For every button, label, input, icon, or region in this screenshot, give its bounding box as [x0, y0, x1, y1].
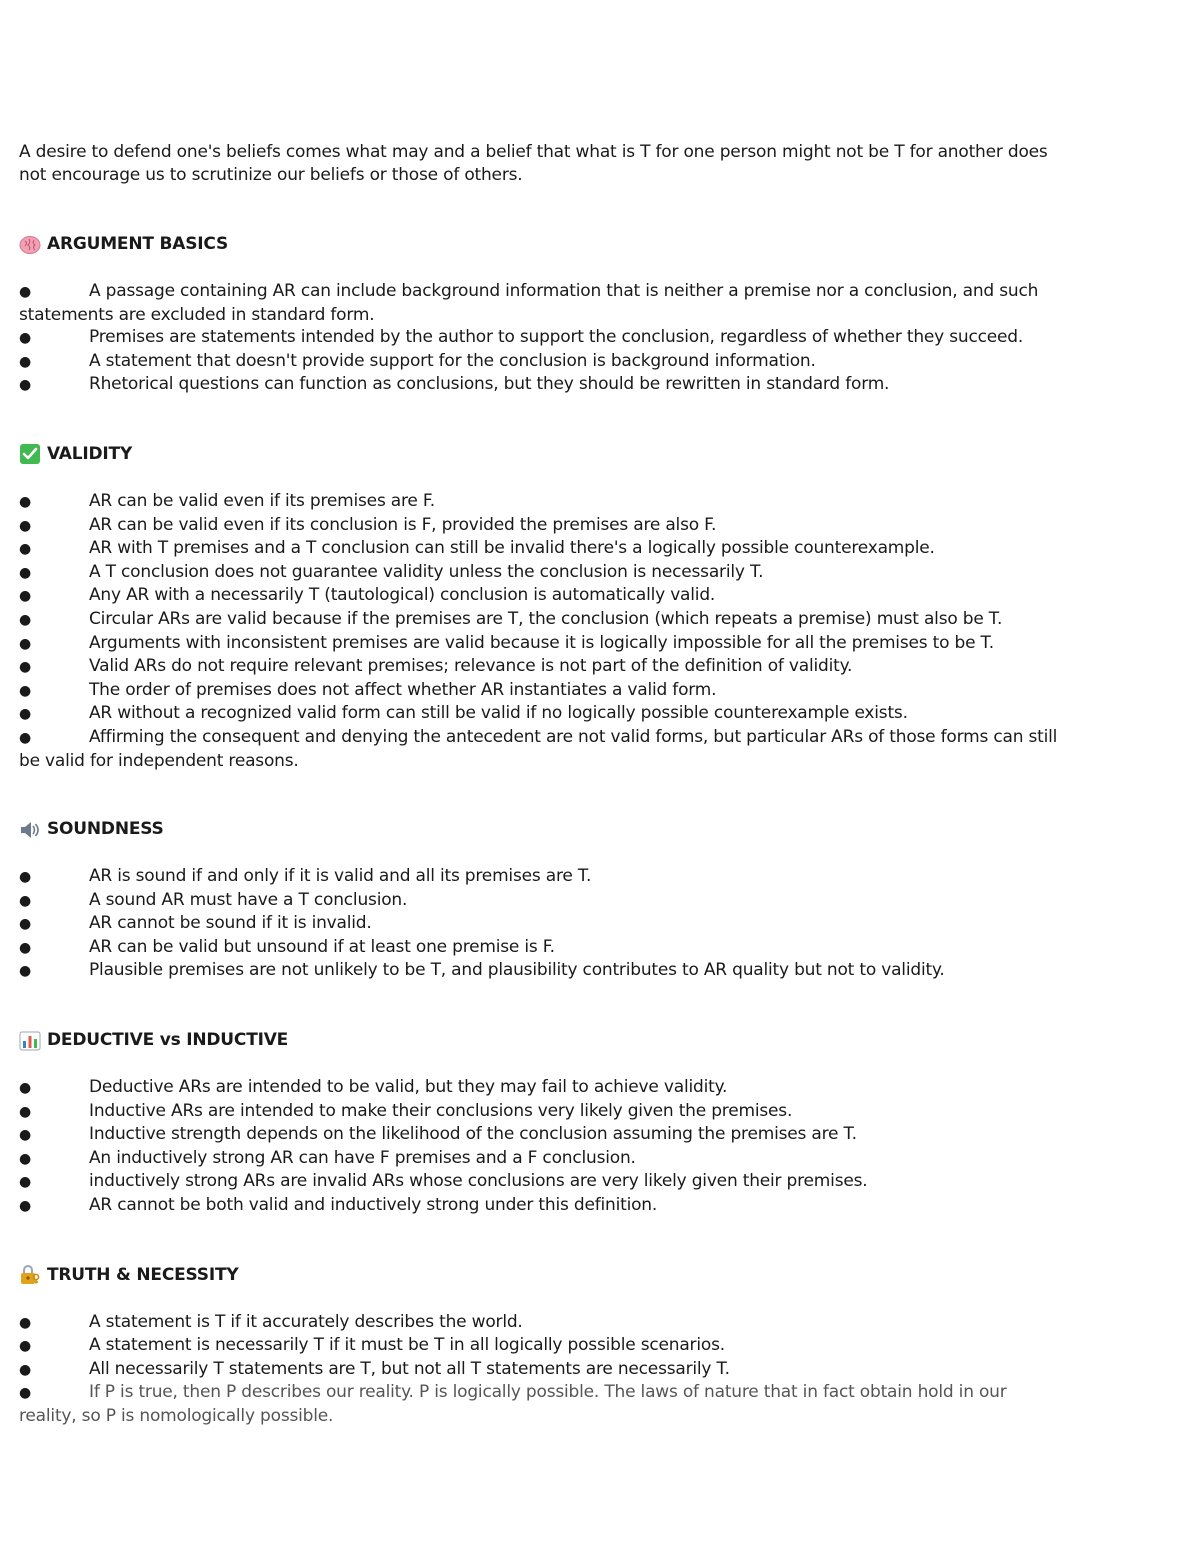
- section-soundness: [19, 818, 1069, 983]
- section-title: ARGUMENT BASICS: [47, 234, 228, 254]
- list-item: ● AR cannot be sound if it is invalid.: [19, 913, 372, 934]
- list-item: ● AR without a recognized valid form can still be valid if no logically possible counterexample exists.: [19, 703, 908, 724]
- bullet-list: [19, 1076, 1069, 1218]
- list-item: ● AR can be valid even if its conclusion is F, provided the premises are also F.: [19, 514, 717, 535]
- list-item: ● The order of premises does not affect whether AR instantiates a valid form.: [19, 679, 717, 700]
- list-item: ● Inductive strength depends on the likelihood of the conclusion assuming the premises are T.: [19, 1124, 857, 1145]
- list-item: ● A statement is T if it accurately describes the world.: [19, 1311, 523, 1332]
- section-title: SOUNDNESS: [47, 819, 164, 840]
- list-item: ● Rhetorical questions can function as conclusions, but they should be rewritten in standard form.: [19, 374, 890, 395]
- list-item: ● AR can be valid but unsound if at least one premise is F.: [19, 936, 555, 957]
- lock-key-icon: [19, 1265, 41, 1285]
- section-heading: [19, 1264, 1069, 1287]
- list-item: ● AR cannot be both valid and inductively strong under this definition.: [19, 1195, 658, 1216]
- list-item: ● AR is sound if and only if it is valid and all its premises are T.: [19, 866, 592, 887]
- list-item: ● AR with T premises and a T conclusion can still be invalid there's a logically possible counterexample.: [19, 538, 935, 559]
- list-item: ● Affirming the consequent and denying the antecedent are not valid forms, but particular ARs of those forms can still be valid for independent reasons.: [19, 726, 1058, 771]
- list-item: ● A statement that doesn't provide support for the conclusion is background information.: [19, 350, 816, 371]
- list-item: ● inductively strong ARs are invalid ARs whose conclusions are very likely given their premises.: [19, 1171, 868, 1192]
- list-item: ● Deductive ARs are intended to be valid, but they may fail to achieve validity.: [19, 1077, 728, 1098]
- list-item: ● Any AR with a necessarily T (tautological) conclusion is automatically valid.: [19, 585, 716, 606]
- list-item: ● Valid ARs do not require relevant premises; relevance is not part of the definition of validity.: [19, 656, 853, 677]
- list-item: ● Arguments with inconsistent premises are valid because it is logically impossible for all the premises to be T.: [19, 632, 994, 653]
- section-deductive-vs-inductive: [19, 1029, 1069, 1218]
- brain-icon: [19, 235, 41, 255]
- list-item: ● A T conclusion does not guarantee validity unless the conclusion is necessarily T.: [19, 561, 764, 582]
- bullet-list: [19, 865, 1069, 983]
- document-page: [19, 141, 1069, 1428]
- section-argument-basics: [19, 233, 1069, 397]
- section-heading: [19, 1029, 1069, 1052]
- list-item: ● Plausible premises are not unlikely to be T, and plausibility contributes to AR quality but not to validity.: [19, 960, 945, 981]
- section-heading: [19, 818, 1069, 841]
- section-title: DEDUCTIVE vs INDUCTIVE: [47, 1030, 289, 1051]
- list-item: ● AR can be valid even if its premises are F.: [19, 490, 435, 511]
- list-item: ● A statement is necessarily T if it must be T in all logically possible scenarios.: [19, 1335, 725, 1356]
- list-item: ● A sound AR must have a T conclusion.: [19, 889, 408, 910]
- list-item: ● If P is true, then P describes our reality. P is logically possible. The laws of nature that in fact obtain hold in our reality, so P is nomologically possible.: [19, 1382, 1007, 1426]
- bullet-list: [19, 490, 1069, 772]
- list-item: ● An inductively strong AR can have F premises and a F conclusion.: [19, 1147, 636, 1168]
- section-truth-necessity: [19, 1264, 1069, 1428]
- section-title: VALIDITY: [47, 443, 133, 464]
- list-item: ● Circular ARs are valid because if the premises are T, the conclusion (which repeats a premise) must also be T.: [19, 608, 1003, 629]
- list-item: ● Inductive ARs are intended to make their conclusions very likely given the premises.: [19, 1100, 793, 1121]
- section-heading: [19, 443, 1069, 466]
- intro-paragraph: A desire to defend one's beliefs comes what may and a belief that what is T for one person might not be T for another does not encourage us to scrutinize our beliefs or those of others.: [19, 142, 1048, 185]
- bullet-list: [19, 1311, 1069, 1428]
- check-icon: [19, 444, 41, 464]
- list-item: ● A passage containing AR can include background information that is neither a premise nor a conclusion, and such statements are excluded in standard form.: [19, 281, 1039, 325]
- section-validity: [19, 443, 1069, 772]
- bar-chart-icon: [19, 1031, 41, 1051]
- bullet-list: [19, 280, 1069, 397]
- list-item: ● Premises are statements intended by the author to support the conclusion, regardless of whether they succeed.: [19, 327, 1024, 348]
- list-item: ● All necessarily T statements are T, but not all T statements are necessarily T.: [19, 1358, 730, 1379]
- section-title: TRUTH & NECESSITY: [47, 1264, 239, 1285]
- section-heading: [19, 233, 1069, 256]
- speaker-icon: [19, 820, 41, 840]
